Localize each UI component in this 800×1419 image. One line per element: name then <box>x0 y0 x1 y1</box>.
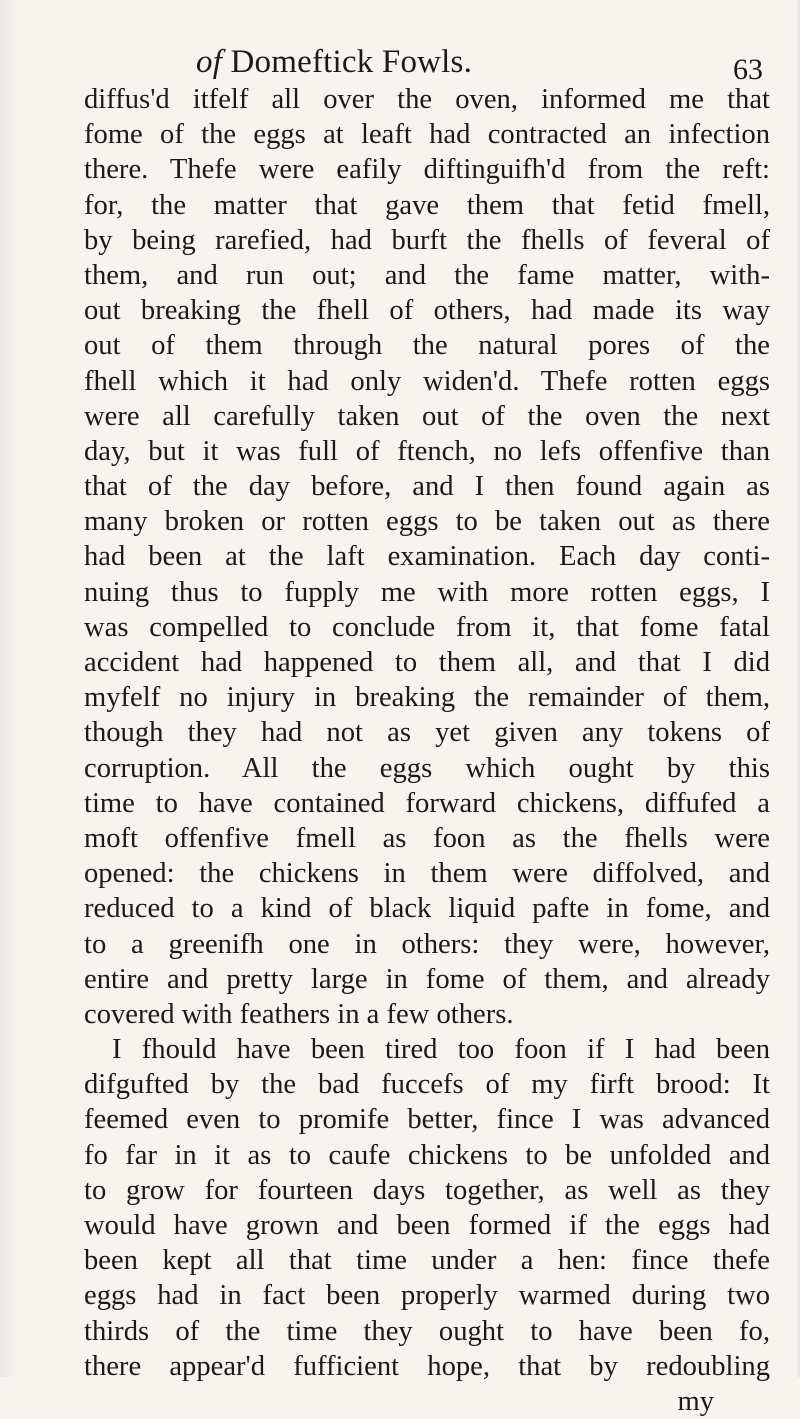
text-line: opened: the chickens in them were diffolved, and <box>84 858 770 890</box>
text-line: that of the day before, and I then found again as <box>84 471 770 503</box>
text-line: nuing thus to fupply me with more rotten eggs, I <box>84 576 770 608</box>
running-title <box>196 42 472 82</box>
text-line: out of them through the natural pores of the <box>84 330 770 362</box>
text-line: covered with feathers in a few others. <box>84 998 514 1030</box>
text-line: fhell which it had only widen'd. Thefe rotten eggs <box>84 365 770 397</box>
text-line: them, and run out; and the fame matter, with- <box>84 259 770 291</box>
text-line: feemed even to promife better, fince I was advanced <box>84 1104 770 1136</box>
text-line: many broken or rotten eggs to be taken out as there <box>84 506 770 538</box>
text-line: day, but it was full of ftench, no lefs offenfive than <box>84 435 770 467</box>
text-line: reduced to a kind of black liquid pafte in fome, and <box>84 893 770 925</box>
body-text <box>84 82 770 1419</box>
text-line: diffus'd itfelf all over the oven, informed me that <box>84 84 770 115</box>
text-line: I fhould have been tired too foon if I had been <box>112 1034 770 1066</box>
catchword: my <box>677 1385 714 1417</box>
text-line: accident had happened to them all, and that I did <box>84 647 770 678</box>
running-title-text: Domeftick Fowls. <box>222 44 473 80</box>
text-line: moft offenfive fmell as foon as the fhells were <box>84 822 770 854</box>
text-line: thirds of the time they ought to have been fo, <box>84 1315 770 1347</box>
text-line: would have grown and been formed if the eggs had <box>84 1210 770 1241</box>
text-line: was compelled to conclude from it, that fome fatal <box>84 611 770 643</box>
text-line: been kept all that time under a hen: fince thefe <box>84 1245 770 1277</box>
text-line: eggs had in fact been properly warmed during two <box>84 1280 770 1312</box>
text-line: time to have contained forward chickens, diffufed a <box>84 787 770 819</box>
text-line: fome of the eggs at leaft had contracted an infection <box>84 119 770 151</box>
text-line: for, the matter that gave them that fetid fmell, <box>84 189 770 221</box>
page-number: 63 <box>733 53 763 86</box>
text-line: there. Thefe were eafily diftinguifh'd from the reft: <box>84 154 770 186</box>
text-line: fo far in it as to caufe chickens to be unfolded and <box>84 1139 770 1171</box>
page-gutter-shade <box>0 0 16 1377</box>
text-line: to a greenifh one in others: they were, however, <box>84 928 770 960</box>
text-line: out breaking the fhell of others, had made its way <box>84 295 770 327</box>
text-line: corruption. All the eggs which ought by this <box>84 752 770 784</box>
text-line: entire and pretty large in fome of them, and already <box>84 963 770 995</box>
text-line: though they had not as yet given any tokens of <box>84 717 770 749</box>
text-line: to grow for fourteen days together, as well as they <box>84 1174 770 1206</box>
text-line: there appear'd fufficient hope, that by redoubling <box>84 1350 770 1382</box>
text-line: myfelf no injury in breaking the remainder of them, <box>84 682 770 714</box>
running-head <box>0 42 800 86</box>
text-line: difgufted by the bad fuccefs of my firft brood: It <box>84 1069 770 1101</box>
text-line: had been at the laft examination. Each day conti- <box>84 541 770 573</box>
text-line: were all carefully taken out of the oven the next <box>84 400 770 432</box>
running-title-prefix: of <box>196 44 223 80</box>
page-edge-shade <box>796 0 800 1377</box>
text-line: by being rarefied, had burft the fhells of feveral of <box>84 224 770 256</box>
